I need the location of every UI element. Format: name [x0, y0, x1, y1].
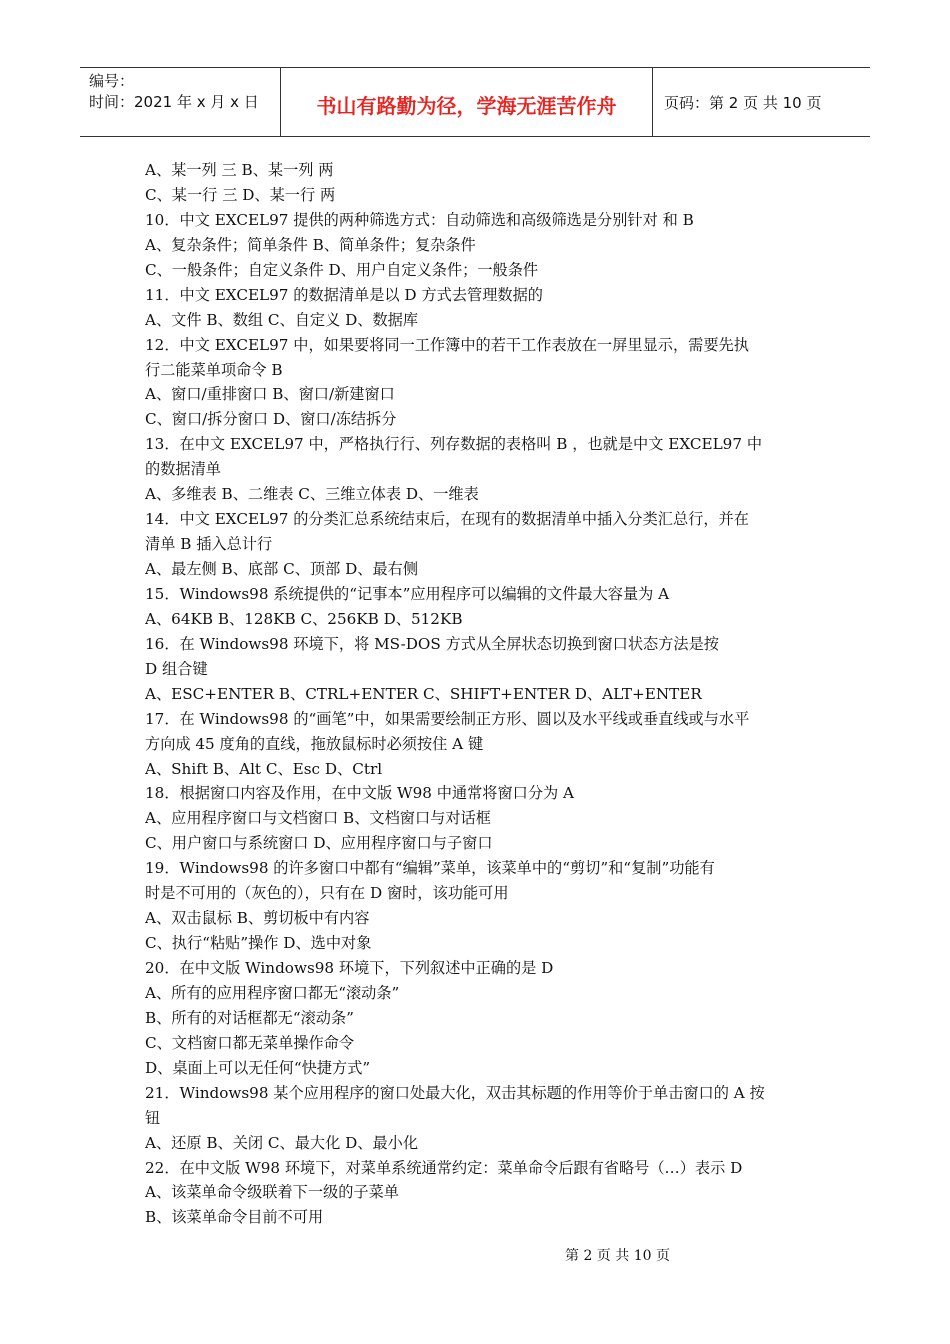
text-line: A、复杂条件；简单条件 B、简单条件；复杂条件 [145, 235, 476, 254]
text-line: 方向成 45 度角的直线，拖放鼠标时必须按住 A 键 [145, 734, 484, 753]
text-line: 21．Windows98 某个应用程序的窗口处最大化，双击其标题的作用等价于单击窗口的 A 按 [145, 1083, 765, 1102]
text-line: 行二能菜单项命令 B [145, 360, 283, 379]
text-line: 清单 B 插入总计行 [145, 535, 273, 554]
text-line: 10．中文 EXCEL97 提供的两种筛选方式：自动筛选和高级筛选是分别针对 和 B [145, 210, 694, 229]
number-label: 编号： [89, 72, 135, 90]
text-line: 钮 [145, 1108, 161, 1127]
text-line: 18．根据窗口内容及作用，在中文版 W98 中通常将窗口分为 A [145, 784, 575, 803]
text-line: 22．在中文版 W98 环境下，对菜单系统通常约定：菜单命令后跟有省略号（…）表示 D [145, 1158, 743, 1177]
text-line: A、文件 B、数组 C、自定义 D、数据库 [145, 310, 419, 329]
text-line: A、最左侧 B、底部 C、顶部 D、最右侧 [145, 560, 419, 578]
text-line: 20．在中文版 Windows98 环境下，下列叙述中正确的是 D [145, 959, 554, 977]
text-line: B、该菜单命令目前不可用 [145, 1208, 324, 1227]
text-line: A、还原 B、关闭 C、最大化 D、最小化 [145, 1133, 419, 1152]
footer-page-number: 第 2 页 共 10 页 [565, 1248, 670, 1264]
header-page-info: 页码：第 2 页 共 10 页 [664, 93, 822, 112]
document-body [145, 158, 810, 1230]
text-line: A、该菜单命令级联着下一级的子菜单 [145, 1183, 399, 1202]
text-line: A、64KB B、128KB C、256KB D、512KB [145, 609, 463, 628]
text-line: A、Shift B、Alt C、Esc D、Ctrl [145, 759, 383, 778]
text-line: 12．中文 EXCEL97 中，如果要将同一工作簿中的若干工作表放在一屏里显示，需要先执 [145, 335, 749, 354]
text-line: C、某一行 三 D、某一行 两 [145, 185, 336, 204]
text-line: 17．在 Windows98 的“画笔”中，如果需要绘制正方形、圆以及水平线或垂直线或与水平 [145, 709, 750, 728]
text-line: 的数据清单 [145, 460, 221, 479]
text-line: C、窗口/拆分窗口 D、窗口/冻结拆分 [145, 410, 397, 429]
page-header [80, 67, 870, 137]
text-line: D、桌面上可以无任何“快捷方式” [145, 1058, 371, 1077]
text-line: A、多维表 B、二维表 C、三维立体表 D、一维表 [145, 485, 479, 504]
text-line: 15．Windows98 系统提供的“记事本”应用程序可以编辑的文件最大容量为 A [145, 584, 670, 603]
text-line: A、双击鼠标 B、剪切板中有内容 [145, 909, 370, 928]
header-meta [80, 68, 281, 136]
header-motto: 书山有路勤为径，学海无涯苦作舟 [281, 68, 653, 136]
text-line: A、某一列 三 B、某一列 两 [145, 161, 334, 179]
text-line: 11．中文 EXCEL97 的数据清单是以 D 方式去管理数据的 [145, 285, 543, 304]
text-line: B、所有的对话框都无“滚动条” [145, 1008, 354, 1027]
text-line: 13．在中文 EXCEL97 中，严格执行行、列存数据的表格叫 B ，也就是中文 EXCEL97 中 [145, 435, 763, 454]
date-label: 时间：2021 年 x 月 x 日 [89, 93, 259, 111]
text-line: 14．中文 EXCEL97 的分类汇总系统结束后，在现有的数据清单中插入分类汇总行，并在 [145, 510, 749, 529]
text-line: A、应用程序窗口与文档窗口 B、文档窗口与对话框 [145, 809, 491, 828]
text-line: 时是不可用的（灰色的），只有在 D 窗时，该功能可用 [145, 884, 509, 903]
text-line: 19．Windows98 的许多窗口中都有“编辑”菜单，该菜单中的“剪切”和“复制”功能有 [145, 859, 715, 878]
text-line: C、一般条件；自定义条件 D、用户自定义条件；一般条件 [145, 260, 539, 279]
text-line: C、文档窗口都无菜单操作命令 [145, 1033, 355, 1052]
text-line: D 组合键 [145, 659, 208, 678]
text-line: A、所有的应用程序窗口都无“滚动条” [145, 983, 400, 1002]
text-line: 16．在 Windows98 环境下，将 MS-DOS 方式从全屏状态切换到窗口状态方法是按 [145, 634, 719, 653]
text-line: A、ESC+ENTER B、CTRL+ENTER C、SHIFT+ENTER D、ALT+ENTER [145, 684, 702, 703]
text-line: C、执行“粘贴”操作 D、选中对象 [145, 934, 372, 953]
text-line: C、用户窗口与系统窗口 D、应用程序窗口与子窗口 [145, 834, 493, 853]
text-line: A、窗口/重排窗口 B、窗口/新建窗口 [145, 385, 395, 404]
